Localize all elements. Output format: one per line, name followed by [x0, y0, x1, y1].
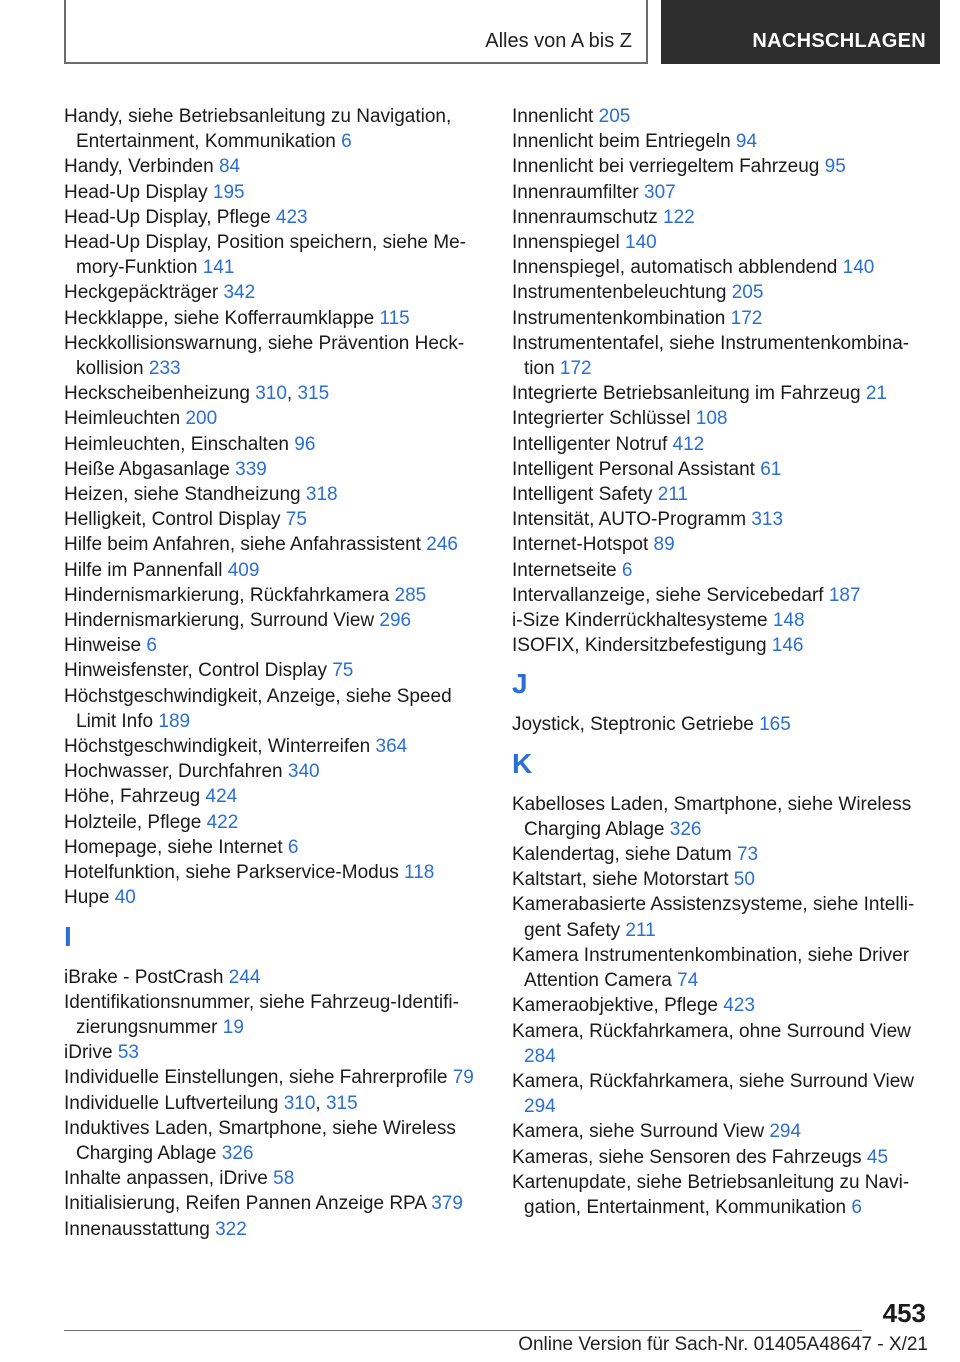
- index-entry-term: iDrive: [64, 1042, 113, 1064]
- index-entry: [64, 507, 479, 532]
- index-entry-term: Identifikationsnummer, siehe Fahrzeug-Identifizierungsnummer: [64, 991, 459, 1038]
- index-entry: [512, 406, 922, 431]
- page-reference-link[interactable]: 74: [677, 970, 699, 992]
- index-entry: Heckscheibenheizung 310, 315: [64, 383, 330, 405]
- index-entry-term: Kamera Instrumentenkombination, siehe Driver Attention Camera: [512, 944, 910, 992]
- index-entry-term: Integrierte Betriebsanleitung im Fahrzeug: [512, 383, 861, 405]
- index-entry: [512, 943, 922, 993]
- index-entry-term: Head-Up Display, Pflege: [64, 206, 271, 228]
- index-entry-term: Heimleuchten: [64, 408, 181, 430]
- index-entry: [64, 583, 479, 608]
- page-reference-link[interactable]: 296: [379, 610, 412, 632]
- index-entry: [512, 280, 922, 305]
- page-reference-link[interactable]: 322: [215, 1218, 247, 1240]
- page-reference-link[interactable]: 61: [760, 458, 782, 480]
- index-entry-term: Hinweise: [64, 635, 142, 657]
- page-reference-link[interactable]: 189: [158, 710, 191, 732]
- index-entry: [64, 684, 479, 734]
- page-reference-link[interactable]: 6: [341, 131, 352, 153]
- index-entry-term: Innenraumschutz: [512, 206, 658, 228]
- index-column-right: [512, 104, 922, 1220]
- index-entry: [512, 712, 922, 737]
- page-reference-link[interactable]: 211: [657, 484, 689, 506]
- page-reference-link[interactable]: 21: [865, 383, 887, 405]
- page-reference-link[interactable]: 310: [255, 383, 287, 405]
- index-entry-term: Kamerabasierte Assistenzsysteme, siehe Intelligent Safety: [512, 894, 915, 941]
- index-entry-term: i-Size Kinderrückhaltesysteme: [512, 610, 768, 632]
- page-reference-link[interactable]: 122: [663, 206, 695, 228]
- header-frame: [64, 0, 648, 64]
- page-reference-link[interactable]: 73: [736, 844, 759, 866]
- page-reference-link[interactable]: 19: [222, 1016, 244, 1038]
- footer-text: Online Version für Sach-Nr. 01405A48647 - X/21: [518, 1334, 928, 1355]
- footer-divider: [64, 1330, 862, 1331]
- index-entry: [64, 558, 479, 583]
- page-reference-link[interactable]: 412: [672, 433, 705, 455]
- page-reference-link[interactable]: 211: [625, 919, 656, 941]
- index-entry: Individuelle Luftverteilung 310, 315: [64, 1092, 358, 1114]
- index-entry-term: Kamera, Rückfahrkamera, ohne Surround View: [512, 1020, 911, 1042]
- index-entry-term: Handy, Verbinden: [64, 156, 214, 178]
- index-entry: [64, 1065, 479, 1090]
- index-entry-term: Internet-Hotspot: [512, 534, 649, 556]
- index-entry: [512, 892, 922, 942]
- page-number: 453: [882, 1298, 926, 1328]
- index-entry: [512, 532, 922, 557]
- page-reference-link[interactable]: 45: [866, 1146, 889, 1168]
- index-entry: [512, 1145, 922, 1170]
- index-entry-term: Innenausstattung: [64, 1218, 210, 1240]
- page-reference-link[interactable]: 340: [287, 761, 320, 783]
- page-reference-link[interactable]: 6: [621, 559, 633, 581]
- page-reference-link[interactable]: 409: [227, 559, 260, 581]
- index-entry-term: Innenlicht: [512, 106, 594, 127]
- index-entry: [64, 608, 479, 633]
- page-reference-link[interactable]: 313: [751, 509, 784, 531]
- page-reference-link[interactable]: 310: [283, 1092, 316, 1114]
- page-reference-link[interactable]: 79: [452, 1067, 474, 1089]
- index-entry: [512, 205, 922, 230]
- page-reference-link[interactable]: 233: [148, 358, 181, 380]
- index-entry: [64, 965, 479, 990]
- index-entry-term: Intensität, AUTO-Programm: [512, 509, 747, 531]
- page-reference-link[interactable]: 75: [285, 509, 307, 531]
- index-entry: [512, 255, 922, 280]
- index-letter-heading: K: [512, 747, 533, 779]
- page-reference-link[interactable]: 108: [695, 408, 728, 430]
- index-entry: [512, 381, 922, 406]
- index-entry-term: Instrumentenbeleuchtung: [512, 282, 727, 304]
- index-entry: [64, 154, 479, 179]
- page-reference-link[interactable]: 6: [146, 635, 157, 657]
- page-reference-link[interactable]: 364: [375, 736, 408, 758]
- index-entry-term: Internetseite: [512, 559, 617, 581]
- index-entry-term: Hupe: [64, 887, 110, 909]
- index-entry-term: Heckkollisionswarnung, siehe Prävention Heckkollision: [64, 332, 465, 380]
- index-entry: [64, 205, 479, 230]
- page-reference-link[interactable]: 424: [205, 786, 238, 808]
- index-entry-term: Kaltstart, siehe Motorstart: [512, 869, 729, 891]
- index-entry: [512, 583, 922, 608]
- index-entry: [64, 759, 479, 784]
- page-reference-link[interactable]: 6: [851, 1196, 862, 1218]
- index-entry-term: Intelligent Safety: [512, 484, 653, 506]
- index-entry-term: Kameraobjektive, Pflege: [512, 995, 718, 1017]
- index-entry: [64, 633, 479, 658]
- index-entry: [64, 1040, 479, 1065]
- index-entry-term: Innenlicht bei verriegeltem Fahrzeug: [512, 156, 820, 178]
- index-entry-term: Intelligent Personal Assistant: [512, 458, 755, 480]
- index-entry-term: Innenlicht beim Entriegeln: [512, 131, 731, 153]
- index-column-left: [64, 104, 479, 1242]
- index-entry-term: Hindernismarkierung, Surround View: [64, 610, 375, 632]
- index-entry: [64, 1166, 479, 1191]
- index-entry-term: Kamera, siehe Surround View: [512, 1121, 765, 1143]
- index-entry: [64, 457, 479, 482]
- index-entry: [512, 482, 922, 507]
- index-entry-term: Innenspiegel, automatisch abblendend: [512, 257, 838, 279]
- index-entry: [64, 734, 479, 759]
- page-reference-link[interactable]: 315: [297, 383, 330, 405]
- index-entry: [64, 306, 479, 331]
- page-reference-link[interactable]: 284: [524, 1045, 556, 1067]
- index-entry: [512, 457, 922, 482]
- index-entry-term: Induktives Laden, Smartphone, siehe Wireless Charging Ablage: [64, 1117, 456, 1164]
- page-reference-link[interactable]: 146: [771, 635, 804, 657]
- index-entry-term: Head-Up Display, Position speichern, siehe Memory-Funktion: [64, 232, 466, 279]
- index-entry: [64, 331, 479, 381]
- index-entry-term: Kamera, Rückfahrkamera, siehe Surround View: [512, 1070, 915, 1092]
- page-reference-link[interactable]: 172: [730, 307, 763, 329]
- index-entry: [512, 608, 922, 633]
- page-reference-link[interactable]: 246: [426, 534, 458, 556]
- page-reference-link[interactable]: 285: [394, 584, 427, 606]
- index-entry-term: Inhalte anpassen, iDrive: [64, 1168, 268, 1190]
- page-reference-link[interactable]: 339: [235, 458, 267, 480]
- page-reference-link[interactable]: 172: [559, 358, 592, 380]
- index-letter-heading: J: [512, 668, 528, 700]
- page-reference-link[interactable]: 140: [625, 232, 657, 254]
- page-reference-link[interactable]: 40: [114, 887, 136, 909]
- index-entry-term: Intelligenter Notruf: [512, 433, 668, 455]
- page-reference-link[interactable]: 141: [202, 257, 235, 279]
- page-reference-link[interactable]: 342: [223, 282, 256, 304]
- index-entry-term: Heckscheibenheizung: [64, 383, 250, 405]
- index-entry-term: Head-Up Display: [64, 181, 208, 203]
- index-entry-term: Handy, siehe Betriebsanleitung zu Navigation, Entertainment, Kommunikation: [64, 106, 452, 153]
- index-entry-term: Initialisierung, Reifen Pannen Anzeige RPA: [64, 1193, 426, 1215]
- page-reference-link[interactable]: 118: [404, 862, 435, 884]
- index-entry: [512, 842, 922, 867]
- index-entry-term: Joystick, Steptronic Getriebe: [512, 714, 754, 736]
- index-entry-term: Heckklappe, siehe Kofferraumklappe: [64, 307, 375, 329]
- index-entry: [64, 835, 479, 860]
- page-reference-link[interactable]: 75: [332, 660, 354, 682]
- index-entry-term: Heimleuchten, Einschalten: [64, 433, 289, 455]
- index-entry-term: Heckgepäckträger: [64, 282, 219, 304]
- index-entry-term: Hilfe beim Anfahren, siehe Anfahrassistent: [64, 534, 421, 556]
- index-entry: [64, 860, 479, 885]
- page-reference-link[interactable]: 115: [379, 307, 410, 329]
- index-entry-term: Kabelloses Laden, Smartphone, siehe Wireless Charging Ablage: [512, 793, 912, 840]
- page-reference-link[interactable]: 195: [212, 181, 245, 203]
- page-reference-link[interactable]: 244: [228, 966, 261, 988]
- index-entry: [64, 658, 479, 683]
- index-entry: [64, 280, 479, 305]
- index-entry: [512, 1119, 922, 1144]
- index-entry-term: Individuelle Einstellungen, siehe Fahrerprofile: [64, 1067, 448, 1089]
- index-entry: [64, 1217, 479, 1242]
- index-entry: [512, 1019, 922, 1069]
- index-entry-term: Intervallanzeige, siehe Servicebedarf: [512, 584, 824, 606]
- page-reference-link[interactable]: 95: [824, 156, 846, 178]
- index-entry: [64, 482, 479, 507]
- index-entry-term: Innenraumfilter: [512, 181, 639, 203]
- page-reference-link[interactable]: 53: [117, 1042, 139, 1064]
- page-reference-link[interactable]: 96: [294, 433, 316, 455]
- page-reference-link[interactable]: 307: [644, 181, 676, 203]
- index-entry: [512, 104, 922, 129]
- index-entry: [64, 990, 479, 1040]
- page-reference-link[interactable]: 58: [273, 1168, 295, 1190]
- index-entry: [512, 1069, 922, 1119]
- index-entry: [512, 633, 922, 658]
- index-entry-term: Holzteile, Pflege: [64, 811, 202, 833]
- index-entry-term: Hilfe im Pannenfall: [64, 559, 223, 581]
- index-entry: [512, 432, 922, 457]
- page-reference-link[interactable]: 423: [275, 206, 308, 228]
- index-entry: [512, 129, 922, 154]
- index-entry: [64, 230, 479, 280]
- page-reference-link[interactable]: 379: [431, 1193, 463, 1215]
- page-reference-link[interactable]: 140: [842, 257, 875, 279]
- index-entry-term: Höhe, Fahrzeug: [64, 786, 201, 808]
- index-entry-term: Kalendertag, siehe Datum: [512, 844, 732, 866]
- index-entry-term: iBrake - PostCrash: [64, 966, 224, 988]
- page-reference-link[interactable]: 326: [669, 818, 702, 840]
- page-reference-link[interactable]: 205: [598, 106, 631, 127]
- header-section-tab: NACHSCHLAGEN: [661, 0, 940, 64]
- index-entry-term: Höchstgeschwindigkeit, Anzeige, siehe Speed Limit Info: [64, 685, 452, 732]
- index-entry-term: ISOFIX, Kindersitzbefestigung: [512, 635, 767, 657]
- index-entry: [64, 810, 479, 835]
- index-letter-heading: I: [64, 920, 72, 952]
- index-entry-term: Integrierter Schlüssel: [512, 408, 691, 430]
- index-entry-term: Instrumentenkombination: [512, 307, 726, 329]
- index-entry-term: Höchstgeschwindigkeit, Winterreifen: [64, 736, 371, 758]
- page-reference-link[interactable]: 165: [759, 714, 791, 736]
- page-reference-link[interactable]: 50: [733, 869, 755, 891]
- page-reference-link[interactable]: 423: [723, 995, 755, 1017]
- page-reference-link[interactable]: 294: [524, 1096, 556, 1118]
- page-reference-link[interactable]: 294: [769, 1121, 802, 1143]
- page-reference-link[interactable]: 318: [305, 484, 338, 506]
- index-entry-term: Helligkeit, Control Display: [64, 509, 281, 531]
- index-entry: [64, 432, 479, 457]
- page-reference-link[interactable]: 326: [221, 1142, 254, 1164]
- page-reference-link[interactable]: 89: [653, 534, 675, 556]
- index-entry-term: Individuelle Luftverteilung: [64, 1092, 279, 1114]
- page-reference-link[interactable]: 205: [731, 282, 764, 304]
- index-entry-term: Heiße Abgasanlage: [64, 458, 230, 480]
- index-entry: [512, 230, 922, 255]
- page-reference-link[interactable]: 422: [206, 811, 239, 833]
- index-entry-term: Homepage, siehe Internet: [64, 836, 283, 858]
- index-entry-term: Heizen, siehe Standheizung: [64, 484, 301, 506]
- page-reference-link[interactable]: 200: [185, 408, 218, 430]
- page-reference-link[interactable]: 148: [772, 610, 805, 632]
- index-entry: [512, 558, 922, 583]
- index-entry: [512, 180, 922, 205]
- index-entry: [512, 993, 922, 1018]
- index-entry: [64, 180, 479, 205]
- header-title: Alles von A bis Z: [485, 30, 632, 52]
- index-entry: [512, 306, 922, 331]
- index-entry-term: Instrumententafel, siehe Instrumentenkombination: [512, 332, 910, 380]
- index-entry: [64, 1116, 479, 1166]
- index-entry-term: Kameras, siehe Sensoren des Fahrzeugs: [512, 1146, 862, 1168]
- index-entry-term: Innenspiegel: [512, 232, 620, 254]
- page-reference-link[interactable]: 315: [325, 1092, 358, 1114]
- index-entry: [512, 1170, 922, 1220]
- index-entry: [64, 885, 479, 910]
- index-entry-term: Kartenupdate, siehe Betriebsanleitung zu Navigation, Entertainment, Kommunikation: [512, 1171, 910, 1218]
- page-reference-link[interactable]: 187: [828, 584, 861, 606]
- index-entry-term: Hinweisfenster, Control Display: [64, 660, 327, 682]
- index-entry: [512, 867, 922, 892]
- index-entry: [64, 1191, 479, 1216]
- index-entry: [64, 532, 479, 557]
- page-reference-link[interactable]: 94: [735, 131, 758, 153]
- index-entry: [512, 792, 922, 842]
- index-entry: [512, 507, 922, 532]
- index-entry-term: Hindernismarkierung, Rückfahrkamera: [64, 584, 390, 606]
- index-entry: [64, 406, 479, 431]
- index-entry: [64, 104, 479, 154]
- index-entry: [64, 784, 479, 809]
- page-reference-link[interactable]: 6: [287, 836, 299, 858]
- index-entry-term: Hotelfunktion, siehe Parkservice-Modus: [64, 862, 399, 884]
- index-entry: [512, 331, 922, 381]
- page-reference-link[interactable]: 84: [218, 156, 241, 178]
- index-entry: [512, 154, 922, 179]
- index-entry-term: Hochwasser, Durchfahren: [64, 761, 283, 783]
